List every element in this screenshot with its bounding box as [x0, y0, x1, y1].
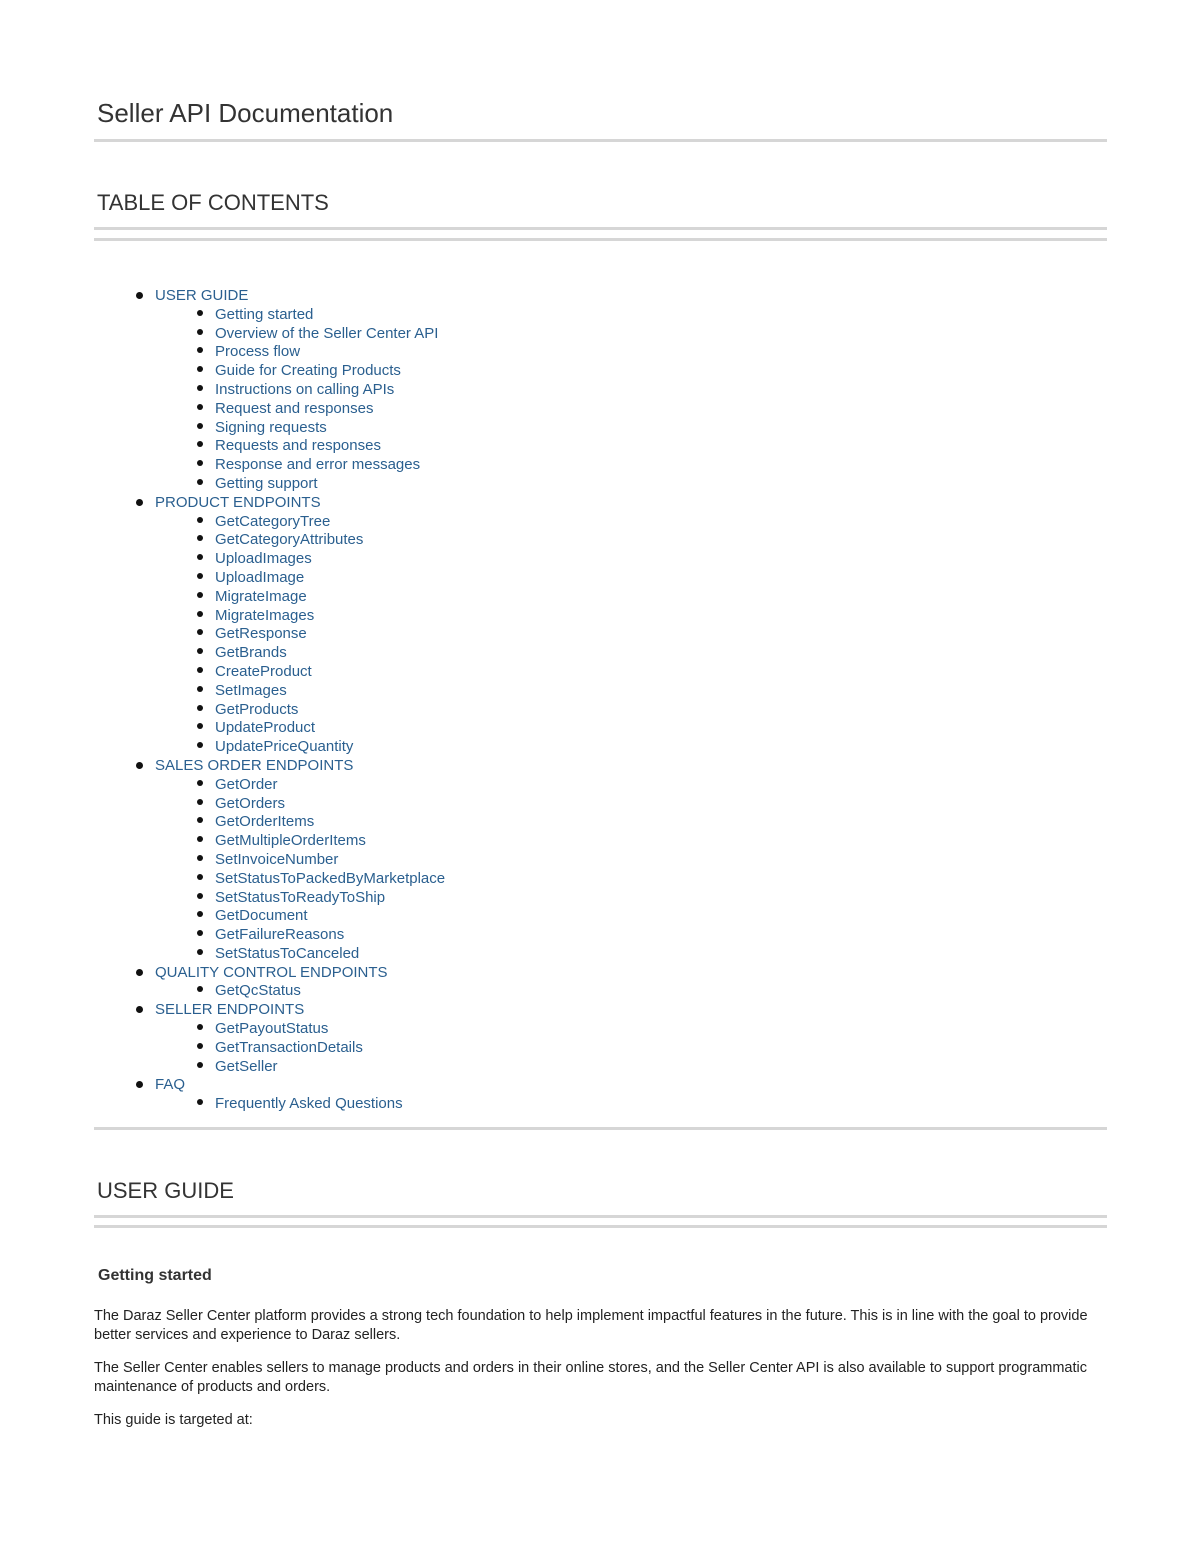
- toc-section-link[interactable]: SELLER ENDPOINTS: [155, 1001, 305, 1019]
- toc-subitem: [155, 475, 1107, 494]
- toc-subitem-link[interactable]: GetOrderItems: [215, 813, 315, 831]
- toc-subitem-link[interactable]: UploadImage: [215, 568, 305, 586]
- bullet-icon: [197, 404, 203, 410]
- toc-section-link[interactable]: SALES ORDER ENDPOINTS: [155, 756, 354, 774]
- bullet-icon: [197, 986, 203, 992]
- toc-subitem: [155, 776, 1107, 795]
- bullet-icon: [197, 855, 203, 861]
- bullet-icon: [197, 836, 203, 842]
- bullet-icon: [197, 517, 203, 523]
- toc-heading-divider-bottom: [94, 238, 1107, 241]
- user-guide-divider-bottom: [94, 1225, 1107, 1228]
- bullet-icon: [197, 535, 203, 541]
- toc-section: [94, 287, 1107, 494]
- toc-subitem: [155, 1020, 1107, 1039]
- toc-subitem: [155, 437, 1107, 456]
- toc-subitem: [155, 381, 1107, 400]
- toc-section-link[interactable]: FAQ: [155, 1076, 186, 1094]
- bullet-icon: [197, 705, 203, 711]
- toc-subitem: [155, 531, 1107, 550]
- bullet-icon: [136, 499, 143, 506]
- bullet-icon: [197, 347, 203, 353]
- toc-subitem-link[interactable]: GetDocument: [215, 907, 308, 925]
- toc-subitem: [155, 513, 1107, 532]
- toc-subitem-link[interactable]: SetStatusToPackedByMarketplace: [215, 869, 446, 887]
- toc-subitem: [155, 701, 1107, 720]
- toc-sublist: [155, 982, 1107, 1001]
- toc-sublist: [155, 1020, 1107, 1076]
- toc-subitem: [155, 1039, 1107, 1058]
- bullet-icon: [197, 423, 203, 429]
- toc-subitem: [155, 325, 1107, 344]
- bullet-icon: [197, 554, 203, 560]
- toc-subitem: [155, 851, 1107, 870]
- bullet-icon: [197, 667, 203, 673]
- toc-subitem: [155, 945, 1107, 964]
- bullet-icon: [197, 930, 203, 936]
- bullet-icon: [197, 329, 203, 335]
- bullet-icon: [136, 292, 143, 299]
- toc-subitem: [155, 719, 1107, 738]
- toc-section-link[interactable]: USER GUIDE: [155, 287, 249, 304]
- bullet-icon: [197, 817, 203, 823]
- bullet-icon: [197, 1099, 203, 1105]
- toc-subitem-link[interactable]: Requests and responses: [215, 437, 381, 455]
- bullet-icon: [197, 611, 203, 617]
- toc-subitem-link[interactable]: CreateProduct: [215, 662, 312, 680]
- toc-subitem: [155, 1095, 1107, 1114]
- toc-subitem: [155, 795, 1107, 814]
- target-audience-paragraph: This guide is targeted at:: [94, 1412, 253, 1428]
- toc-subitem: [155, 982, 1107, 1001]
- bullet-icon: [136, 969, 143, 976]
- toc-subitem: [155, 889, 1107, 908]
- toc-subitem: [155, 362, 1107, 381]
- bullet-icon: [197, 648, 203, 654]
- toc-subitem-link[interactable]: Frequently Asked Questions: [215, 1095, 403, 1113]
- toc-subitem: [155, 926, 1107, 945]
- table-of-contents: [94, 287, 1107, 1114]
- toc-subitem: [155, 813, 1107, 832]
- toc-subitem-link[interactable]: GetFailureReasons: [215, 926, 345, 944]
- toc-subitem-link[interactable]: GetMultipleOrderItems: [215, 832, 366, 850]
- toc-subitem-link[interactable]: GetSeller: [215, 1057, 278, 1075]
- toc-subitem-link[interactable]: GetResponse: [215, 625, 307, 643]
- bullet-icon: [197, 1024, 203, 1030]
- toc-subitem-link[interactable]: GetTransactionDetails: [215, 1038, 363, 1056]
- user-guide-divider-top: [94, 1215, 1107, 1218]
- toc-sublist: [155, 306, 1107, 494]
- toc-subitem: [155, 832, 1107, 851]
- bullet-icon: [197, 310, 203, 316]
- toc-subitem-link[interactable]: SetInvoiceNumber: [215, 850, 339, 868]
- bullet-icon: [197, 366, 203, 372]
- toc-subitem: [155, 550, 1107, 569]
- bullet-icon: [197, 723, 203, 729]
- bullet-icon: [197, 385, 203, 391]
- toc-subitem: [155, 682, 1107, 701]
- toc-subitem-link[interactable]: GetCategoryTree: [215, 512, 331, 530]
- toc-subitem-link[interactable]: Guide for Creating Products: [215, 362, 401, 380]
- bullet-icon: [197, 629, 203, 635]
- toc-subitem-link[interactable]: Signing requests: [215, 418, 327, 436]
- bullet-icon: [197, 874, 203, 880]
- toc-end-divider: [94, 1127, 1107, 1130]
- toc-subitem: [155, 400, 1107, 419]
- toc-subitem: [155, 907, 1107, 926]
- bullet-icon: [136, 1006, 143, 1013]
- toc-subitem: [155, 607, 1107, 626]
- toc-subitem-link[interactable]: GetCategoryAttributes: [215, 531, 364, 549]
- toc-section-link[interactable]: PRODUCT ENDPOINTS: [155, 493, 321, 511]
- toc-subitem-link[interactable]: Request and responses: [215, 399, 374, 417]
- toc-subitem-link[interactable]: GetOrders: [215, 794, 286, 812]
- toc-subitem-link[interactable]: Getting started: [215, 305, 314, 323]
- toc-subitem-link[interactable]: SetImages: [215, 681, 287, 699]
- document-title: Seller API Documentation: [97, 98, 394, 128]
- bullet-icon: [197, 799, 203, 805]
- bullet-icon: [136, 762, 143, 769]
- user-guide-heading: USER GUIDE: [97, 1178, 234, 1203]
- bullet-icon: [197, 479, 203, 485]
- toc-section: [94, 757, 1107, 964]
- toc-heading-divider-top: [94, 227, 1107, 230]
- toc-sublist: [155, 776, 1107, 964]
- toc-subitem-link[interactable]: GetOrder: [215, 775, 278, 793]
- toc-subitem: [155, 588, 1107, 607]
- toc-subitem-link[interactable]: Process flow: [215, 343, 301, 361]
- toc-subitem: [155, 569, 1107, 588]
- bullet-icon: [197, 893, 203, 899]
- toc-subitem: [155, 663, 1107, 682]
- toc-subitem: [155, 306, 1107, 325]
- toc-section: [94, 1001, 1107, 1076]
- toc-subitem-link[interactable]: MigrateImage: [215, 587, 307, 605]
- toc-subitem: [155, 870, 1107, 889]
- toc-subitem: [155, 1058, 1107, 1077]
- bullet-icon: [197, 949, 203, 955]
- bullet-icon: [197, 686, 203, 692]
- toc-section: [94, 1076, 1107, 1114]
- toc-subitem-link[interactable]: MigrateImages: [215, 606, 315, 624]
- toc-subitem: [155, 644, 1107, 663]
- toc-subitem-link[interactable]: SetStatusToCanceled: [215, 944, 360, 962]
- toc-section: [94, 964, 1107, 1002]
- title-divider: [94, 139, 1107, 142]
- toc-section-link[interactable]: QUALITY CONTROL ENDPOINTS: [155, 963, 388, 981]
- toc-subitem-link[interactable]: SetStatusToReadyToShip: [215, 888, 386, 906]
- toc-subitem-link[interactable]: UpdateProduct: [215, 719, 316, 737]
- intro-paragraph: The Daraz Seller Center platform provides a strong tech foundation to help implement impactful features in the future. This is in line with the goal to provide better services and experience to Daraz sellers.: [94, 1308, 1088, 1343]
- toc-subitem-link[interactable]: Response and error messages: [215, 456, 421, 474]
- toc-subitem: [155, 419, 1107, 438]
- getting-started-heading: Getting started: [98, 1267, 212, 1284]
- seller-center-paragraph: The Seller Center enables sellers to manage products and orders in their online stores, and the Seller Center API is also available to support programmatic maintenance of products and orders.: [94, 1360, 1087, 1395]
- bullet-icon: [197, 573, 203, 579]
- bullet-icon: [197, 441, 203, 447]
- bullet-icon: [197, 742, 203, 748]
- toc-subitem-link[interactable]: Getting support: [215, 474, 318, 492]
- toc-subitem: [155, 625, 1107, 644]
- toc-subitem-link[interactable]: GetPayoutStatus: [215, 1020, 329, 1038]
- bullet-icon: [197, 1062, 203, 1068]
- toc-subitem-link[interactable]: UpdatePriceQuantity: [215, 738, 354, 756]
- toc-sublist: [155, 513, 1107, 757]
- toc-subitem-link[interactable]: GetQcStatus: [215, 982, 301, 1000]
- bullet-icon: [197, 780, 203, 786]
- toc-subitem-link[interactable]: UploadImages: [215, 550, 312, 568]
- toc-subitem-link[interactable]: GetBrands: [215, 644, 287, 662]
- bullet-icon: [136, 1081, 143, 1088]
- toc-heading: TABLE OF CONTENTS: [97, 190, 329, 215]
- bullet-icon: [197, 1043, 203, 1049]
- toc-subitem: [155, 738, 1107, 757]
- bullet-icon: [197, 592, 203, 598]
- toc-sublist: [155, 1095, 1107, 1114]
- bullet-icon: [197, 911, 203, 917]
- toc-subitem: [155, 456, 1107, 475]
- toc-subitem-link[interactable]: Instructions on calling APIs: [215, 380, 395, 398]
- toc-subitem-link[interactable]: Overview of the Seller Center API: [215, 324, 439, 342]
- toc-section: [94, 494, 1107, 757]
- bullet-icon: [197, 460, 203, 466]
- toc-subitem: [155, 343, 1107, 362]
- toc-subitem-link[interactable]: GetProducts: [215, 700, 299, 718]
